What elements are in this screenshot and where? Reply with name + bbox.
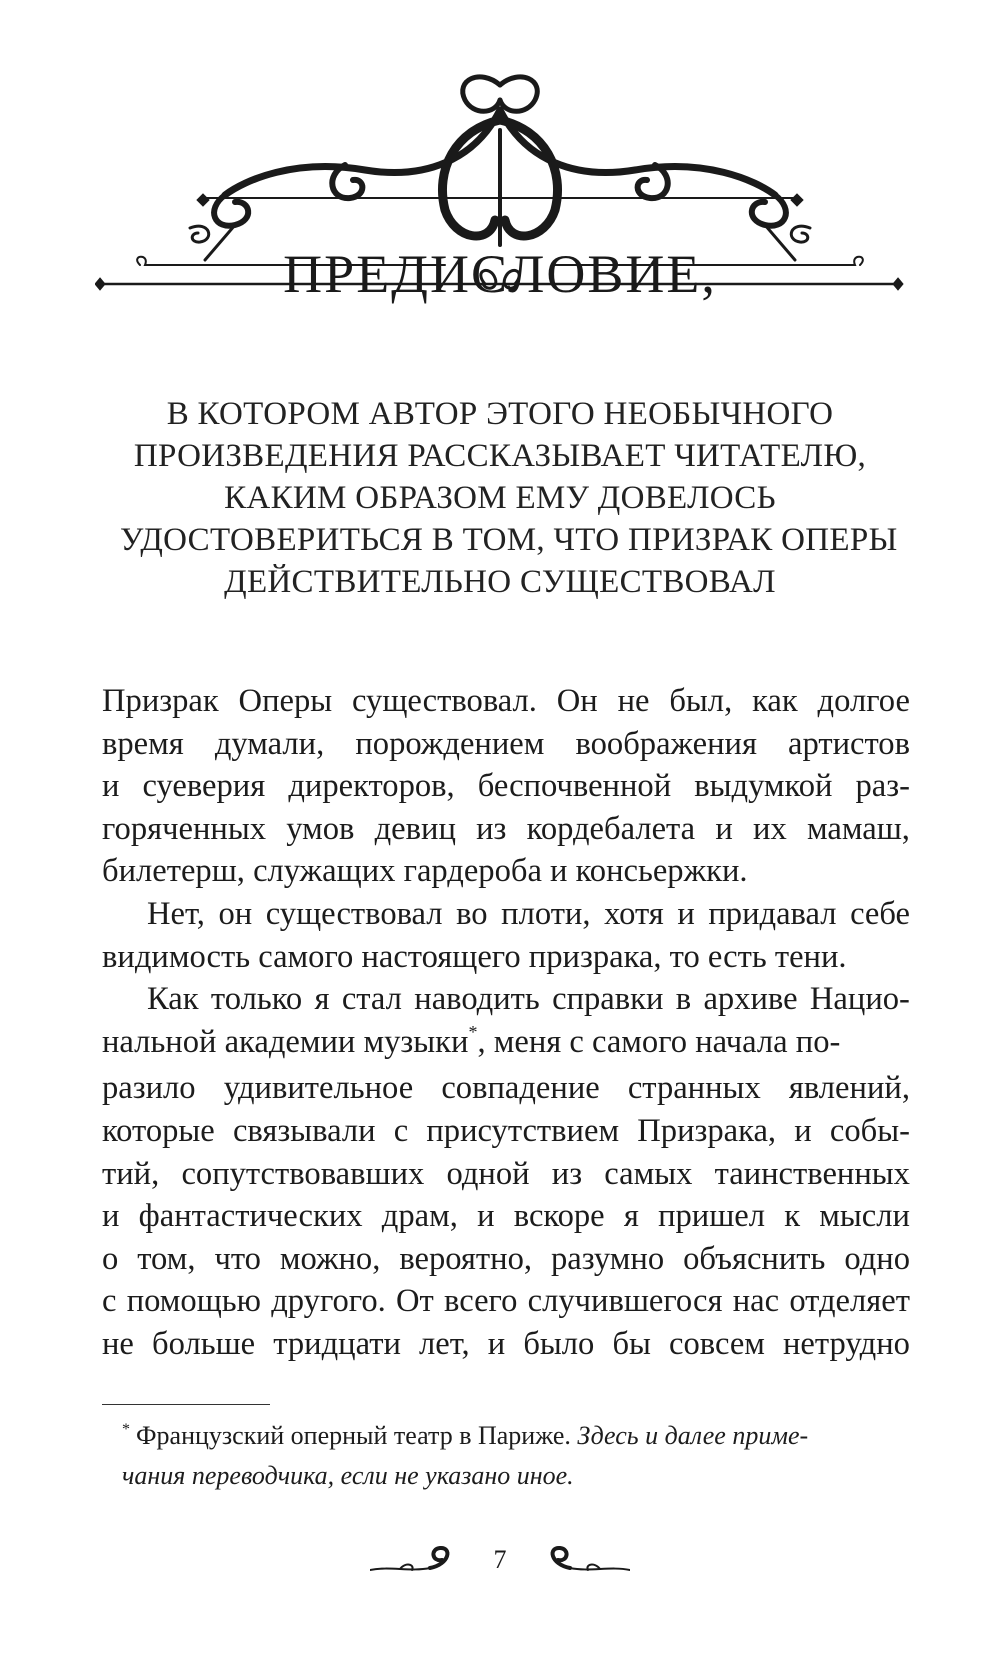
word: Оперы [238, 683, 333, 719]
word: тий, [102, 1155, 160, 1192]
subtitle-line: В КОТОРОМ АВТОР ЭТОГО НЕОБЫЧНОГО [166, 396, 834, 432]
word: существовал [265, 895, 443, 932]
word: пришел [658, 1198, 766, 1235]
page-number: 7 [493, 1545, 507, 1574]
word: раз- [855, 768, 910, 805]
text-fragment: нальной академии музыки [102, 1023, 469, 1060]
word: воображения [575, 725, 757, 762]
word: я [623, 1198, 639, 1235]
text-line [102, 1195, 910, 1238]
word: себе [850, 895, 910, 932]
text-line [102, 1280, 910, 1323]
word: придавал [708, 895, 837, 932]
word: совсем [669, 1325, 765, 1362]
word: вскоре [513, 1198, 605, 1235]
word: артистов [788, 725, 910, 762]
word: в [675, 981, 692, 1018]
word: суеверия [142, 768, 266, 805]
chapter-subtitle [120, 393, 898, 603]
word: хотя [604, 895, 664, 932]
word: существовал. [352, 683, 537, 719]
word: не [102, 1325, 134, 1362]
word: и [487, 1325, 506, 1362]
word: наводить [414, 981, 540, 1018]
word: Как [147, 981, 199, 1018]
footnote-divider [102, 1404, 270, 1405]
word: больше [152, 1325, 256, 1362]
word: одной [446, 1155, 530, 1192]
word: тридцати [273, 1325, 401, 1362]
text-line [102, 1238, 910, 1281]
word: горяченных [102, 810, 267, 847]
footnote-text: Французский оперный театр в Париже. [136, 1421, 571, 1450]
footnote-reference[interactable]: * [468, 1021, 478, 1042]
word: кордебалета [526, 810, 696, 847]
text-line [102, 723, 910, 766]
word: собы- [829, 1112, 910, 1149]
word: порождением [355, 725, 545, 762]
word: совпадение [441, 1070, 600, 1107]
word: как [752, 683, 798, 719]
text-fragment: , меня с самого начала по- [477, 1023, 841, 1060]
word: всего [444, 1283, 518, 1320]
word: долгое [817, 683, 910, 719]
text-line [102, 1153, 910, 1196]
word: и [102, 1198, 120, 1235]
word: самых [604, 1155, 693, 1192]
word: он [218, 895, 253, 932]
text-line [102, 765, 910, 808]
text-line: билетерш, служащих гардероба и консьержки. [102, 853, 748, 890]
word: объяснить [683, 1240, 826, 1277]
word: архиве [703, 981, 798, 1018]
word: из [476, 810, 507, 847]
subtitle-line: ПРОИЗВЕДЕНИЯ РАССКАЗЫВАЕТ ЧИТАТЕЛЮ, [133, 438, 867, 474]
footnote [102, 1418, 910, 1494]
word: было [523, 1325, 595, 1362]
word: и [477, 1198, 495, 1235]
word: мысли [819, 1198, 910, 1235]
word: которые [102, 1112, 215, 1149]
word: с [393, 1112, 409, 1149]
word: и [102, 768, 120, 805]
footnote-italic-text: чания переводчика, если не указано иное. [122, 1461, 574, 1490]
word: таинственных [714, 1155, 910, 1192]
text-line [102, 1110, 910, 1153]
word: время [102, 725, 184, 762]
word: случившегося [527, 1283, 723, 1320]
text-line [102, 1067, 910, 1110]
word: и [794, 1112, 812, 1149]
word: От [396, 1283, 434, 1320]
subtitle-line: КАКИМ ОБРАЗОМ ЕМУ ДОВЕЛОСЬ [224, 480, 776, 516]
word: и [677, 895, 695, 932]
word: Он [556, 683, 598, 719]
text-line: видимость самого настоящего призрака, то есть тени. [102, 938, 847, 975]
word: фантастических [138, 1198, 363, 1235]
word: думали, [214, 725, 325, 762]
text-line [102, 978, 910, 1021]
text-line [102, 1323, 910, 1366]
word: странных [627, 1070, 761, 1107]
word: из [551, 1155, 583, 1192]
word: и [715, 810, 733, 847]
word: нетрудно [783, 1325, 910, 1362]
word: помощью [126, 1283, 261, 1320]
word: сопутствовавших [181, 1155, 425, 1192]
word: нас [732, 1283, 780, 1320]
word: можно, [279, 1240, 381, 1277]
word: явлений, [788, 1070, 910, 1107]
word: директоров, [288, 768, 455, 805]
word: разумно [550, 1240, 665, 1277]
word: не [617, 683, 650, 719]
word: плоти, [501, 895, 591, 932]
text-line [102, 893, 910, 936]
word: мамаш, [806, 810, 910, 847]
word: стал [341, 981, 402, 1018]
word: отделяет [789, 1283, 910, 1320]
word: удивительное [223, 1070, 414, 1107]
footnote-line [102, 1418, 910, 1458]
word: о [102, 1240, 119, 1277]
subtitle-line: УДОСТОВЕРИТЬСЯ В ТОМ, ЧТО ПРИЗРАК ОПЕРЫ [120, 522, 898, 558]
word: был, [669, 683, 733, 719]
word: девиц [374, 810, 456, 847]
word: Призрак [102, 683, 219, 719]
text-line [102, 680, 910, 723]
word: выдумкой [694, 768, 833, 805]
word: лет, [419, 1325, 470, 1362]
word: беспочвенной [477, 768, 672, 805]
text-line [102, 1021, 910, 1068]
word: Призрака, [637, 1112, 777, 1149]
word: умов [286, 810, 355, 847]
word: Нет, [147, 895, 205, 932]
word: бы [612, 1325, 651, 1362]
chapter-title: ПРЕДИСЛОВИЕ, [283, 244, 717, 305]
word: вероятно, [399, 1240, 533, 1277]
subtitle-line: ДЕЙСТВИТЕЛЬНО СУЩЕСТВОВАЛ [224, 564, 776, 600]
word: том, [137, 1240, 196, 1277]
word: что [214, 1240, 261, 1277]
folio-right-flourish-icon [530, 1542, 630, 1582]
word: к [784, 1198, 801, 1235]
footnote-line [102, 1458, 910, 1494]
word: драм, [381, 1198, 458, 1235]
text-line [102, 808, 910, 851]
body-text [102, 680, 910, 1366]
word: справки [552, 981, 664, 1018]
word: их [753, 810, 787, 847]
word: с [102, 1283, 117, 1320]
word: другого. [271, 1283, 386, 1320]
word: во [456, 895, 488, 932]
word: только [210, 981, 303, 1018]
footnote-italic-text: Здесь и далее приме- [577, 1421, 809, 1450]
page-folio [380, 1540, 620, 1600]
word: присутствием [426, 1112, 620, 1149]
footnote-marker: * [122, 1421, 130, 1438]
word: связывали [232, 1112, 376, 1149]
word: я [314, 981, 330, 1018]
word: Нацио- [809, 981, 910, 1018]
word: одно [844, 1240, 910, 1277]
word: разило [102, 1070, 196, 1107]
